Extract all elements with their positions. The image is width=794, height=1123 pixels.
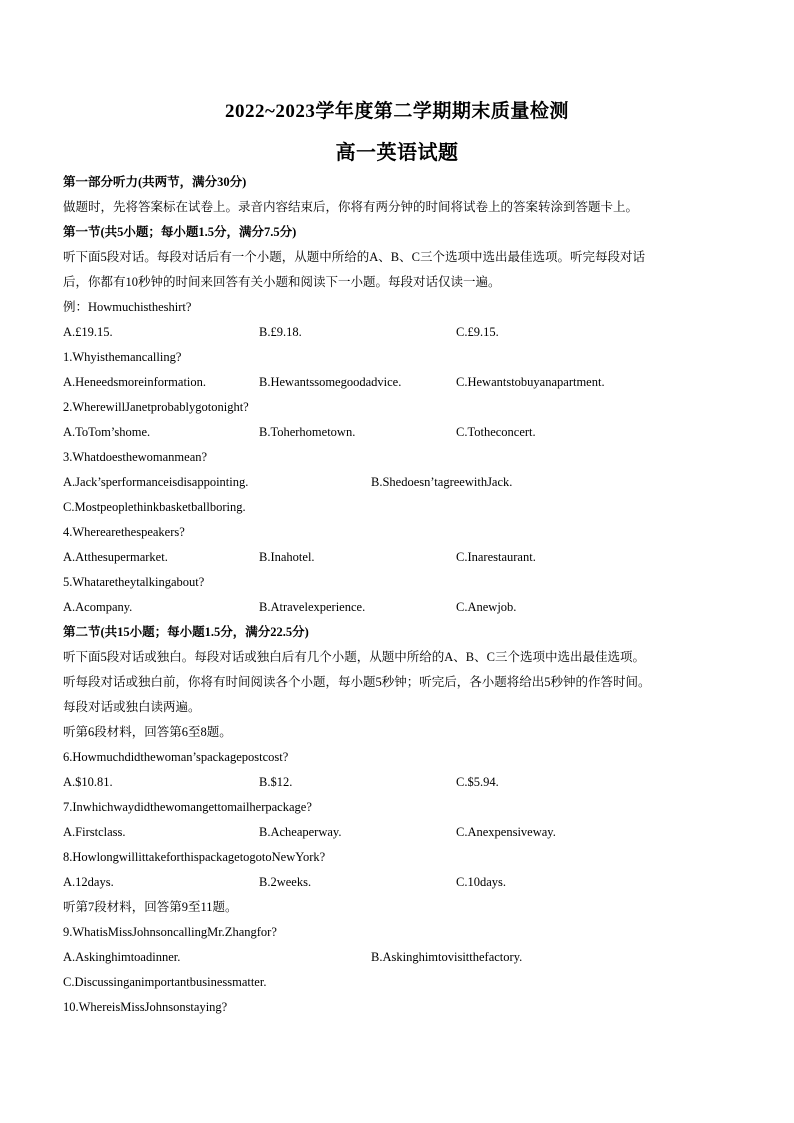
section1-heading: 第一节(共5小题；每小题1.5分，满分7.5分) (63, 225, 297, 239)
question-7: 7.Inwhichwaydidthewomangettomailherpackage? (63, 800, 312, 814)
question-4: 4.Wherearethespeakers? (63, 525, 185, 539)
option-b: B.Inahotel. (259, 550, 315, 564)
section1-instructions-line1: 听下面5段对话。每段对话后有一个小题，从题中所给的A、B、C三个选项中选出最佳选项。听完每段对话 (63, 250, 645, 264)
example-question: 例：Howmuchistheshirt? (63, 300, 192, 314)
question-10: 10.WhereisMissJohnsonstaying? (63, 1000, 228, 1014)
question-5: 5.Whataretheytalkingabout? (63, 575, 205, 589)
option-b: B.Askinghimtovisitthefactory. (371, 950, 523, 964)
option-a: A.£19.15. (63, 325, 113, 339)
section2-instructions-line2: 听每段对话或独白前，你将有时间阅读各个小题，每小题5秒钟；听完后，各小题将给出5秒钟的作答时间。 (63, 675, 651, 689)
question-9-option-c: C.Discussinganimportantbusinessmatter. (63, 975, 267, 989)
option-a: A.Askinghimtoadinner. (63, 950, 181, 964)
option-b: B.Toherhometown. (259, 425, 356, 439)
material-6-note: 听第6段材料，回答第6至8题。 (63, 725, 232, 739)
option-a: A.Acompany. (63, 600, 133, 614)
question-1: 1.Whyisthemancalling? (63, 350, 182, 364)
option-b: B.Atravelexperience. (259, 600, 366, 614)
option-a: A.12days. (63, 875, 114, 889)
section2-instructions-line1: 听下面5段对话或独白。每段对话或独白后有几个小题，从题中所给的A、B、C三个选项中选出最佳选项。 (63, 650, 645, 664)
option-b: B.Acheaperway. (259, 825, 342, 839)
option-b: B.Shedoesn’tagreewithJack. (371, 475, 513, 489)
option-a: A.Heneedsmoreinformation. (63, 375, 207, 389)
option-a: A.ToTom’shome. (63, 425, 151, 439)
option-c: C.Anexpensiveway. (456, 825, 556, 839)
option-c: C.Inarestaurant. (456, 550, 536, 564)
section2-heading: 第二节(共15小题；每小题1.5分，满分22.5分) (63, 625, 309, 639)
question-6: 6.Howmuchdidthewoman’spackagepostcost? (63, 750, 289, 764)
material-7-note: 听第7段材料，回答第9至11题。 (63, 900, 238, 914)
section1-instructions-line2: 后，你都有10秒钟的时间来回答有关小题和阅读下一小题。每段对话仅读一遍。 (63, 275, 501, 289)
question-3: 3.Whatdoesthewomanmean? (63, 450, 208, 464)
option-a: A.Firstclass. (63, 825, 126, 839)
option-b: B.£9.18. (259, 325, 302, 339)
option-c: C.Totheconcert. (456, 425, 536, 439)
question-9: 9.WhatisMissJohnsoncallingMr.Zhangfor? (63, 925, 277, 939)
question-3-option-c: C.Mostpeoplethinkbasketballboring. (63, 500, 246, 514)
option-c: C.Hewantstobuyanapartment. (456, 375, 605, 389)
exam-subtitle: 高一英语试题 (335, 142, 459, 164)
option-c: C.Anewjob. (456, 600, 517, 614)
option-a: A.Jack’sperformanceisdisappointing. (63, 475, 249, 489)
option-b: B.2weeks. (259, 875, 312, 889)
option-a: A.Atthesupermarket. (63, 550, 168, 564)
part1-heading: 第一部分听力(共两节，满分30分) (63, 175, 247, 189)
exam-title: 2022~2023学年度第二学期期末质量检测 (225, 101, 569, 122)
option-c: C.$5.94. (456, 775, 499, 789)
option-c: C.10days. (456, 875, 506, 889)
section2-instructions-line3: 每段对话或独白读两遍。 (63, 700, 201, 714)
option-a: A.$10.81. (63, 775, 113, 789)
option-b: B.$12. (259, 775, 293, 789)
option-b: B.Hewantssomegoodadvice. (259, 375, 402, 389)
question-2: 2.WherewillJanetprobablygotonight? (63, 400, 249, 414)
question-8: 8.HowlongwillittakeforthispackagetogotoNewYork? (63, 850, 326, 864)
option-c: C.£9.15. (456, 325, 499, 339)
part1-instructions: 做题时，先将答案标在试卷上。录音内容结束后，你将有两分钟的时间将试卷上的答案转涂到答题卡上。 (63, 200, 639, 214)
